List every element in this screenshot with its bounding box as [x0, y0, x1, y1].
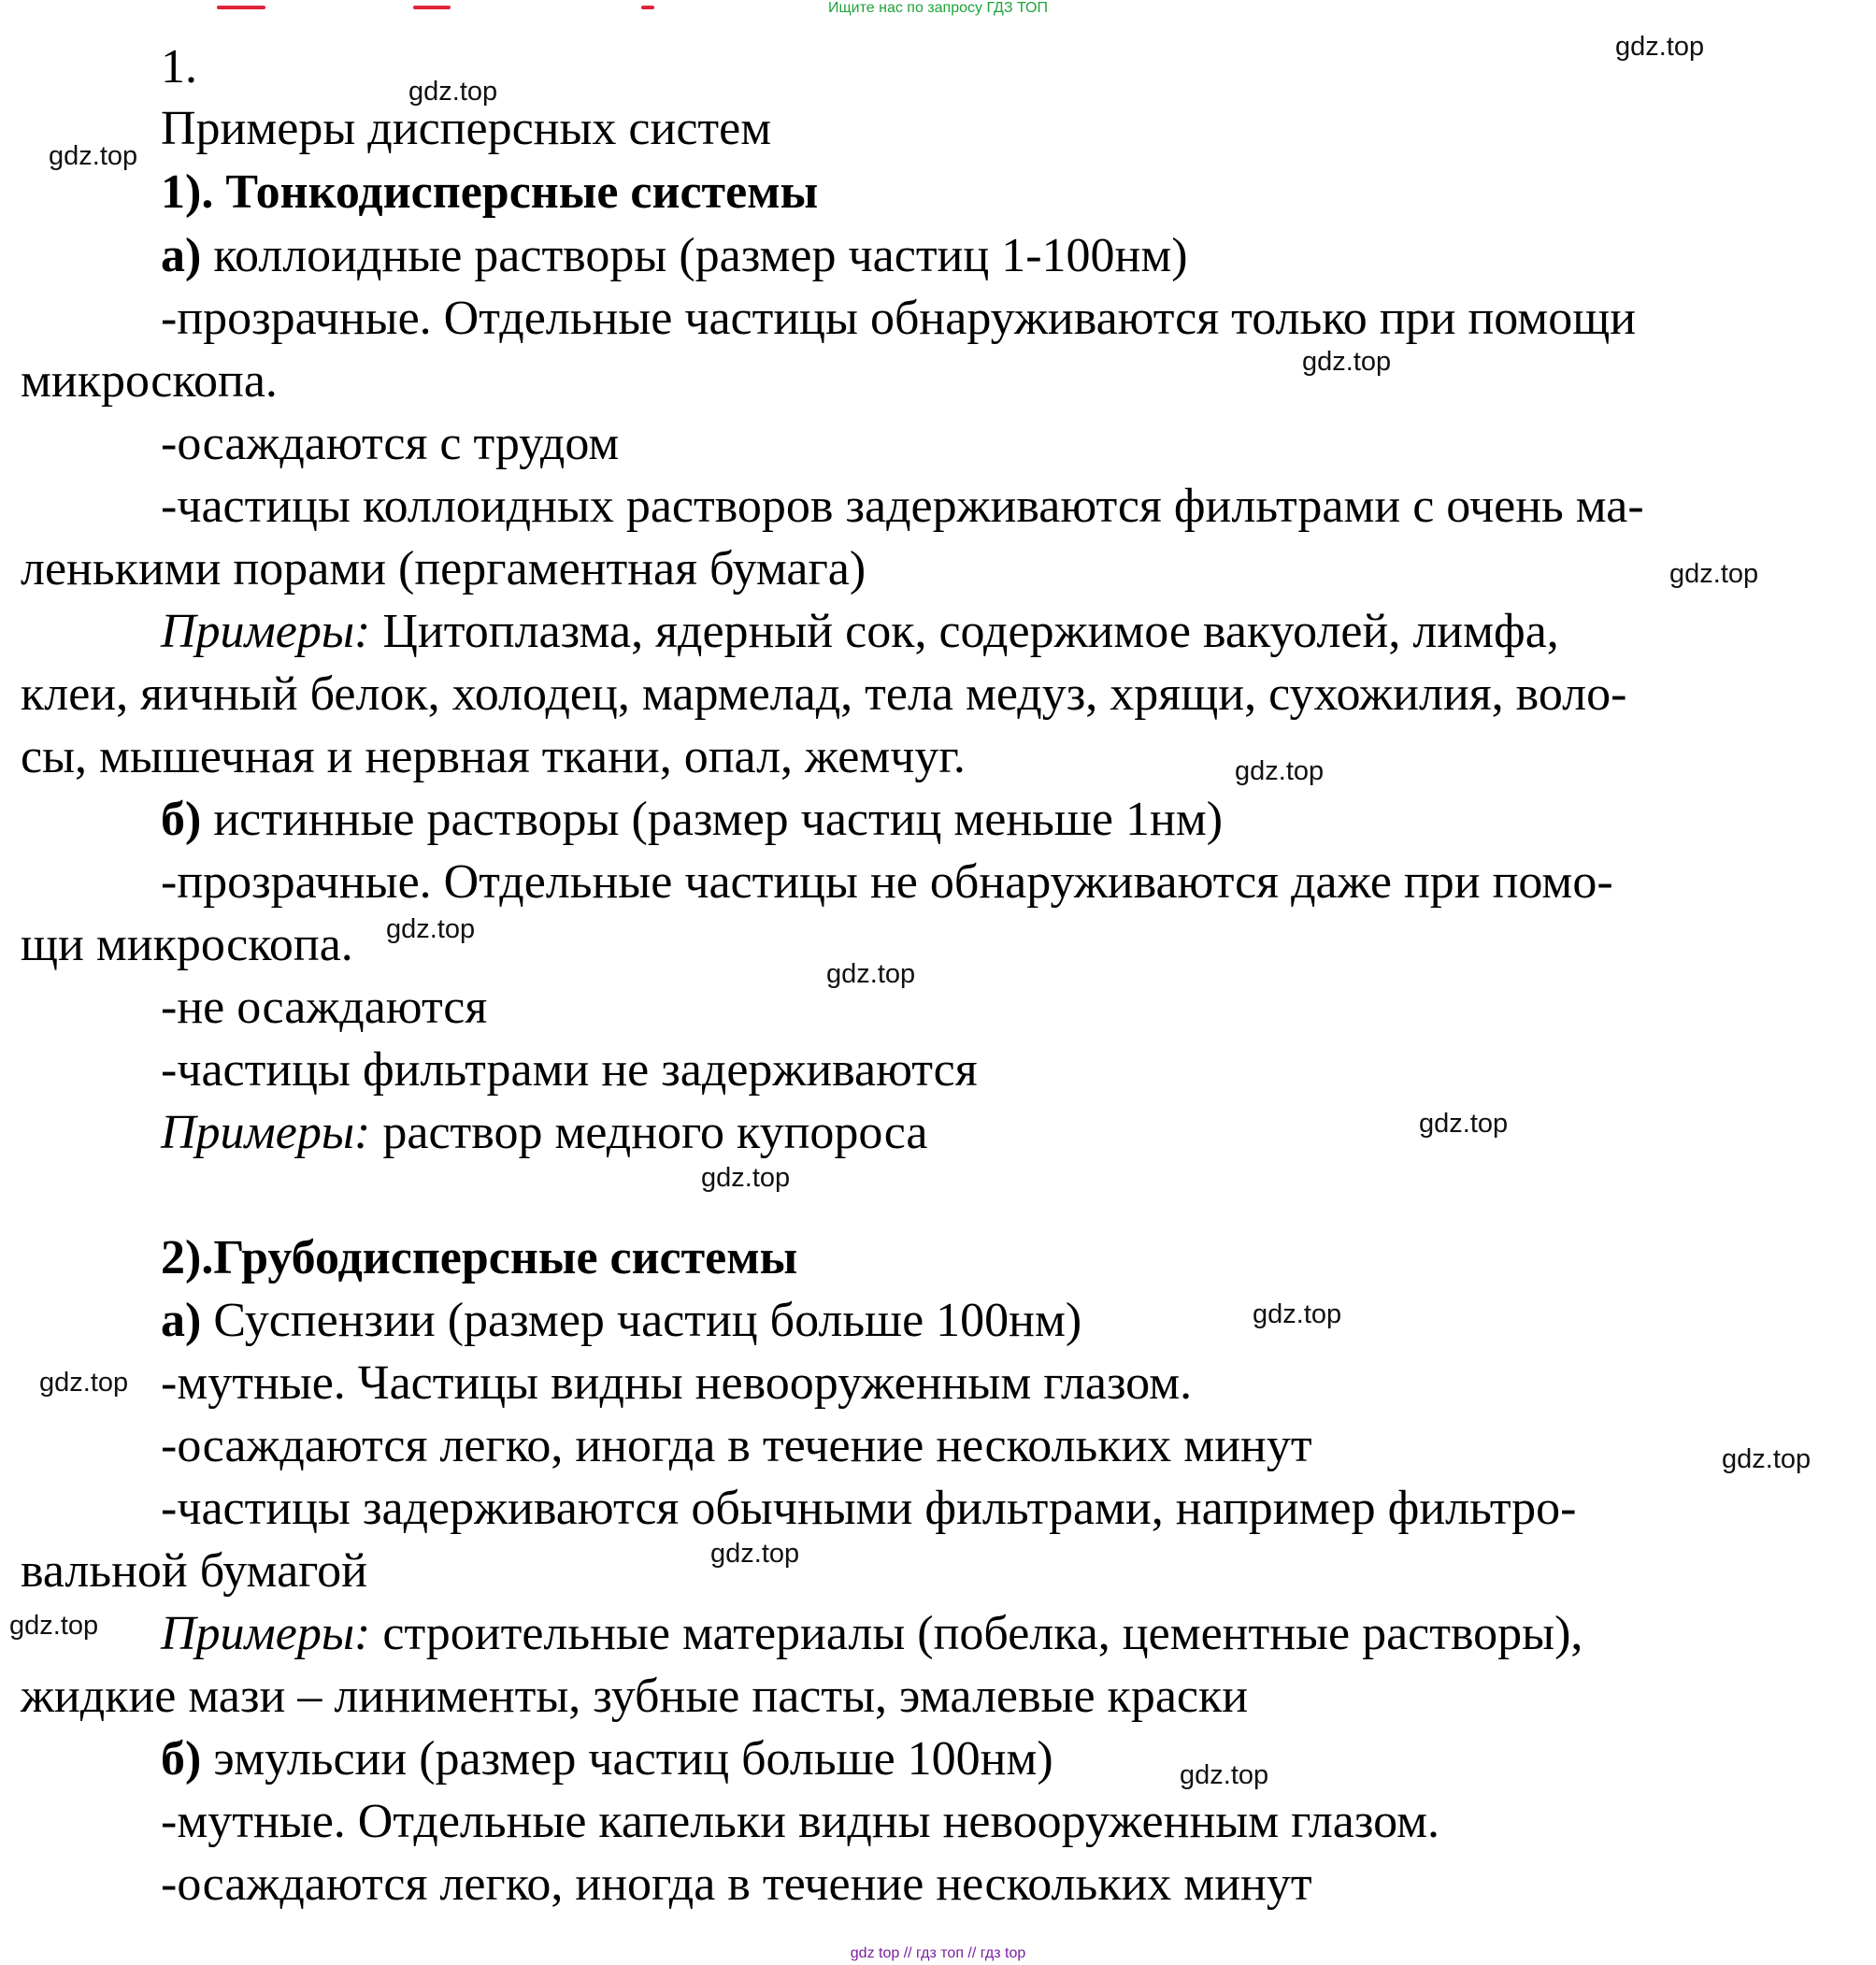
cropped-red-mark [217, 6, 265, 9]
list-marker: б) [161, 1732, 202, 1786]
watermark: gdz.top [1253, 1299, 1342, 1329]
examples-text: раствор медного купороса [370, 1106, 928, 1159]
list-marker: а) [161, 1294, 202, 1347]
paragraph-line: жидкие мази – линименты, зубные пасты, эмалевые краски [21, 1670, 1249, 1723]
paragraph-line: -прозрачные. Отдельные частицы не обнаруживаются даже при помо- [161, 855, 1613, 909]
section-1-title: 1). Тонкодисперсные системы [161, 165, 819, 219]
subsection-1b-heading [161, 793, 1224, 846]
task-number: 1. [161, 40, 197, 93]
watermark: gdz.top [386, 914, 476, 944]
watermark: gdz.top [49, 141, 138, 171]
paragraph-line: сы, мышечная и нервная ткани, опал, жемчуг. [21, 730, 966, 783]
watermark: gdz.top [710, 1539, 800, 1569]
paragraph-line: -мутные. Частицы видны невооруженным глазом. [161, 1356, 1193, 1410]
watermark: gdz.top [1235, 756, 1325, 786]
subsection-text: Суспензии (размер частиц больше 100нм) [201, 1294, 1082, 1347]
watermark: gdz.top [1722, 1444, 1812, 1474]
cropped-red-mark [413, 6, 451, 9]
paragraph-line: -частицы коллоидных растворов задерживаются фильтрами с очень ма- [161, 480, 1644, 533]
paragraph-line: -частицы задерживаются обычными фильтрами, например фильтро- [161, 1482, 1577, 1535]
watermark: gdz.top [39, 1368, 129, 1398]
subsection-1a-heading [161, 229, 1188, 282]
paragraph-line: микроскопа. [21, 354, 278, 408]
paragraph-line: вальной бумагой [21, 1544, 368, 1598]
paragraph-line: -осаждаются легко, иногда в течение нескольких минут [161, 1419, 1312, 1472]
watermark: gdz.top [9, 1611, 99, 1641]
section-2-title: 2).Грубодисперсные системы [161, 1231, 798, 1284]
examples-line [161, 1106, 928, 1159]
list-marker: б) [161, 793, 202, 846]
subsection-text: истинные растворы (размер частиц меньше 1нм) [201, 793, 1224, 846]
watermark: gdz.top [826, 959, 916, 989]
watermark: gdz.top [1615, 32, 1705, 62]
paragraph-line: -мутные. Отдельные капельки видны невооруженным глазом. [161, 1795, 1439, 1848]
paragraph-line: ленькими порами (пергаментная бумага) [21, 542, 866, 595]
page-title: Примеры дисперсных систем [161, 102, 772, 155]
subsection-2a-heading [161, 1294, 1082, 1347]
examples-label: Примеры: [161, 1106, 371, 1159]
paragraph-line: -осаждаются с трудом [161, 417, 620, 470]
examples-label: Примеры: [161, 605, 371, 658]
list-marker: а) [161, 229, 202, 282]
cropped-red-mark [641, 6, 654, 9]
paragraph-line: -частицы фильтрами не задерживаются [161, 1043, 978, 1097]
paragraph-line: -не осаждаются [161, 981, 488, 1034]
examples-label: Примеры: [161, 1607, 371, 1660]
examples-line [161, 605, 1559, 658]
examples-text: строительные материалы (побелка, цементные растворы), [370, 1607, 1583, 1660]
paragraph-line: -осаждаются легко, иногда в течение нескольких минут [161, 1857, 1312, 1911]
watermark: gdz.top [1180, 1760, 1269, 1790]
watermark: gdz.top [1302, 347, 1392, 377]
subsection-text: коллоидные растворы (размер частиц 1-100нм) [201, 229, 1188, 282]
watermark: gdz.top [408, 77, 498, 107]
footer-links[interactable]: gdz top // гдз топ // гдз top [850, 1945, 1026, 1961]
examples-line [161, 1607, 1583, 1660]
examples-text: Цитоплазма, ядерный сок, содержимое вакуолей, лимфа, [370, 605, 1559, 658]
subsection-2b-heading [161, 1732, 1053, 1786]
watermark: gdz.top [701, 1163, 791, 1193]
watermark: gdz.top [1419, 1109, 1509, 1139]
paragraph-line: клеи, яичный белок, холодец, мармелад, тела медуз, хрящи, сухожилия, воло- [21, 667, 1627, 721]
paragraph-line: щи микроскопа. [21, 918, 353, 971]
watermark: gdz.top [1669, 559, 1759, 589]
subsection-text: эмульсии (размер частиц больше 100нм) [201, 1732, 1053, 1786]
paragraph-line: -прозрачные. Отдельные частицы обнаруживаются только при помощи [161, 292, 1637, 345]
site-banner[interactable]: Ищите нас по запросу ГДЗ ТОП [828, 0, 1048, 16]
